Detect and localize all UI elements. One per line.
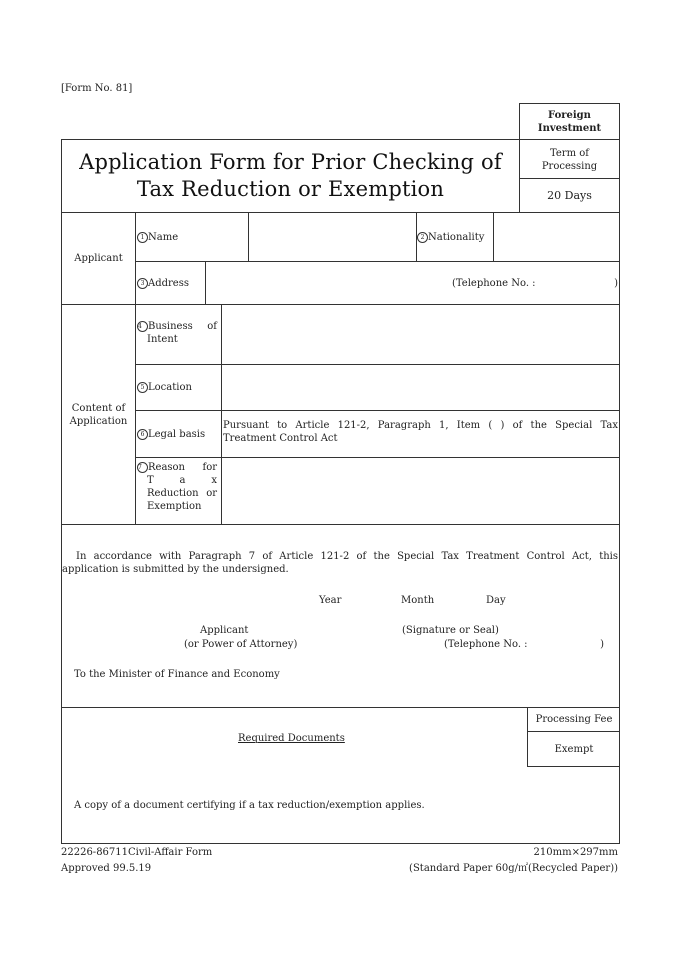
addressee: To the Minister of Finance and Economy xyxy=(74,669,280,680)
attorney-label: (or Power of Attorney) xyxy=(184,639,298,650)
legal-basis-label xyxy=(137,411,219,457)
content-label-line-1: Content of xyxy=(71,402,126,414)
category-label xyxy=(520,104,619,140)
name-field[interactable] xyxy=(250,213,415,261)
reason-label xyxy=(137,461,219,521)
reason-line-4: Exemption xyxy=(147,501,202,512)
paper-size: 210mm×297mm xyxy=(533,847,618,858)
nationality-label-text: Nationality xyxy=(428,231,485,243)
telephone-label: (Telephone No. : xyxy=(452,277,536,289)
processing-fee-box xyxy=(527,707,620,767)
declaration-telephone xyxy=(444,638,604,651)
telephone-close: ) xyxy=(614,277,618,289)
location-label-text: Location xyxy=(148,382,192,393)
address-label-text: Address xyxy=(148,277,189,289)
processing-fee-value: Exempt xyxy=(554,743,594,755)
reason-line-3: Reduction or xyxy=(147,488,217,499)
business-intent-label xyxy=(137,320,219,360)
day-label: Day xyxy=(486,595,506,606)
content-label-line-2: Application xyxy=(69,415,128,427)
location-field[interactable] xyxy=(223,365,618,410)
name-label xyxy=(137,213,247,261)
number-5-icon: 5 xyxy=(137,382,148,393)
address-label xyxy=(137,262,205,304)
business-intent-line-2: Intent xyxy=(147,334,178,345)
approved-date: Approved 99.5.19 xyxy=(61,863,152,874)
number-7-icon: 7 xyxy=(137,462,148,473)
title-line-1: Application Form for Prior Checking of xyxy=(79,150,502,174)
location-label xyxy=(137,365,219,410)
term-value: 20 Days xyxy=(547,189,592,202)
legal-basis-value xyxy=(223,419,618,449)
declaration-telephone-label: (Telephone No. : xyxy=(444,639,528,650)
legal-basis-line-2: Treatment Control Act xyxy=(223,433,338,444)
declaration-telephone-close: ) xyxy=(600,639,604,650)
required-document-item: A copy of a document certifying if a tax reduction/exemption applies. xyxy=(74,800,425,811)
content-section-label xyxy=(62,305,135,524)
category-text: Foreign Investment xyxy=(537,110,602,134)
form-title xyxy=(62,140,519,212)
title-line-2: Tax Reduction or Exemption xyxy=(136,177,445,201)
year-label: Year xyxy=(319,595,342,606)
address-field[interactable] xyxy=(207,262,452,304)
processing-fee-label: Processing Fee xyxy=(535,713,613,725)
applicant-section-label: Applicant xyxy=(74,253,123,264)
statement-line-1: In accordance with Paragraph 7 of Article 121-2 of the Special Tax Treatment Control Act, this xyxy=(76,551,618,562)
address-telephone xyxy=(452,262,618,304)
signature-label: (Signature or Seal) xyxy=(402,625,499,636)
number-4-icon: 4 xyxy=(137,321,148,332)
form-number: [Form No. 81] xyxy=(61,83,133,94)
business-intent-line-1: Business of xyxy=(148,321,217,332)
reason-field[interactable] xyxy=(223,458,618,524)
legal-basis-label-text: Legal basis xyxy=(148,428,206,440)
number-1-icon: 1 xyxy=(137,232,148,243)
nationality-field[interactable] xyxy=(495,213,618,261)
reason-line-1: Reason for xyxy=(148,462,217,473)
paper-type: (Standard Paper 60g/㎡(Recycled Paper)) xyxy=(409,863,618,874)
statement-line-2: application is submitted by the undersigned. xyxy=(62,564,289,575)
number-6-icon: 6 xyxy=(137,429,148,440)
declaration-statement xyxy=(62,550,618,576)
nationality-label xyxy=(417,213,493,261)
form-code: 22226-86711Civil-Affair Form xyxy=(61,847,213,858)
term-label-text: Term of Processing xyxy=(541,147,598,172)
reason-line-2: T a x xyxy=(147,475,217,486)
month-label: Month xyxy=(401,595,435,606)
applicant-label: Applicant xyxy=(200,625,249,636)
legal-basis-line-1: Pursuant to Article 121-2, Paragraph 1, Item ( ) of the Special Tax xyxy=(223,420,618,431)
name-label-text: Name xyxy=(148,231,179,243)
business-intent-field[interactable] xyxy=(223,305,618,363)
number-2-icon: 2 xyxy=(417,232,428,243)
number-3-icon: 3 xyxy=(137,278,148,289)
required-documents-heading: Required Documents xyxy=(238,733,345,744)
